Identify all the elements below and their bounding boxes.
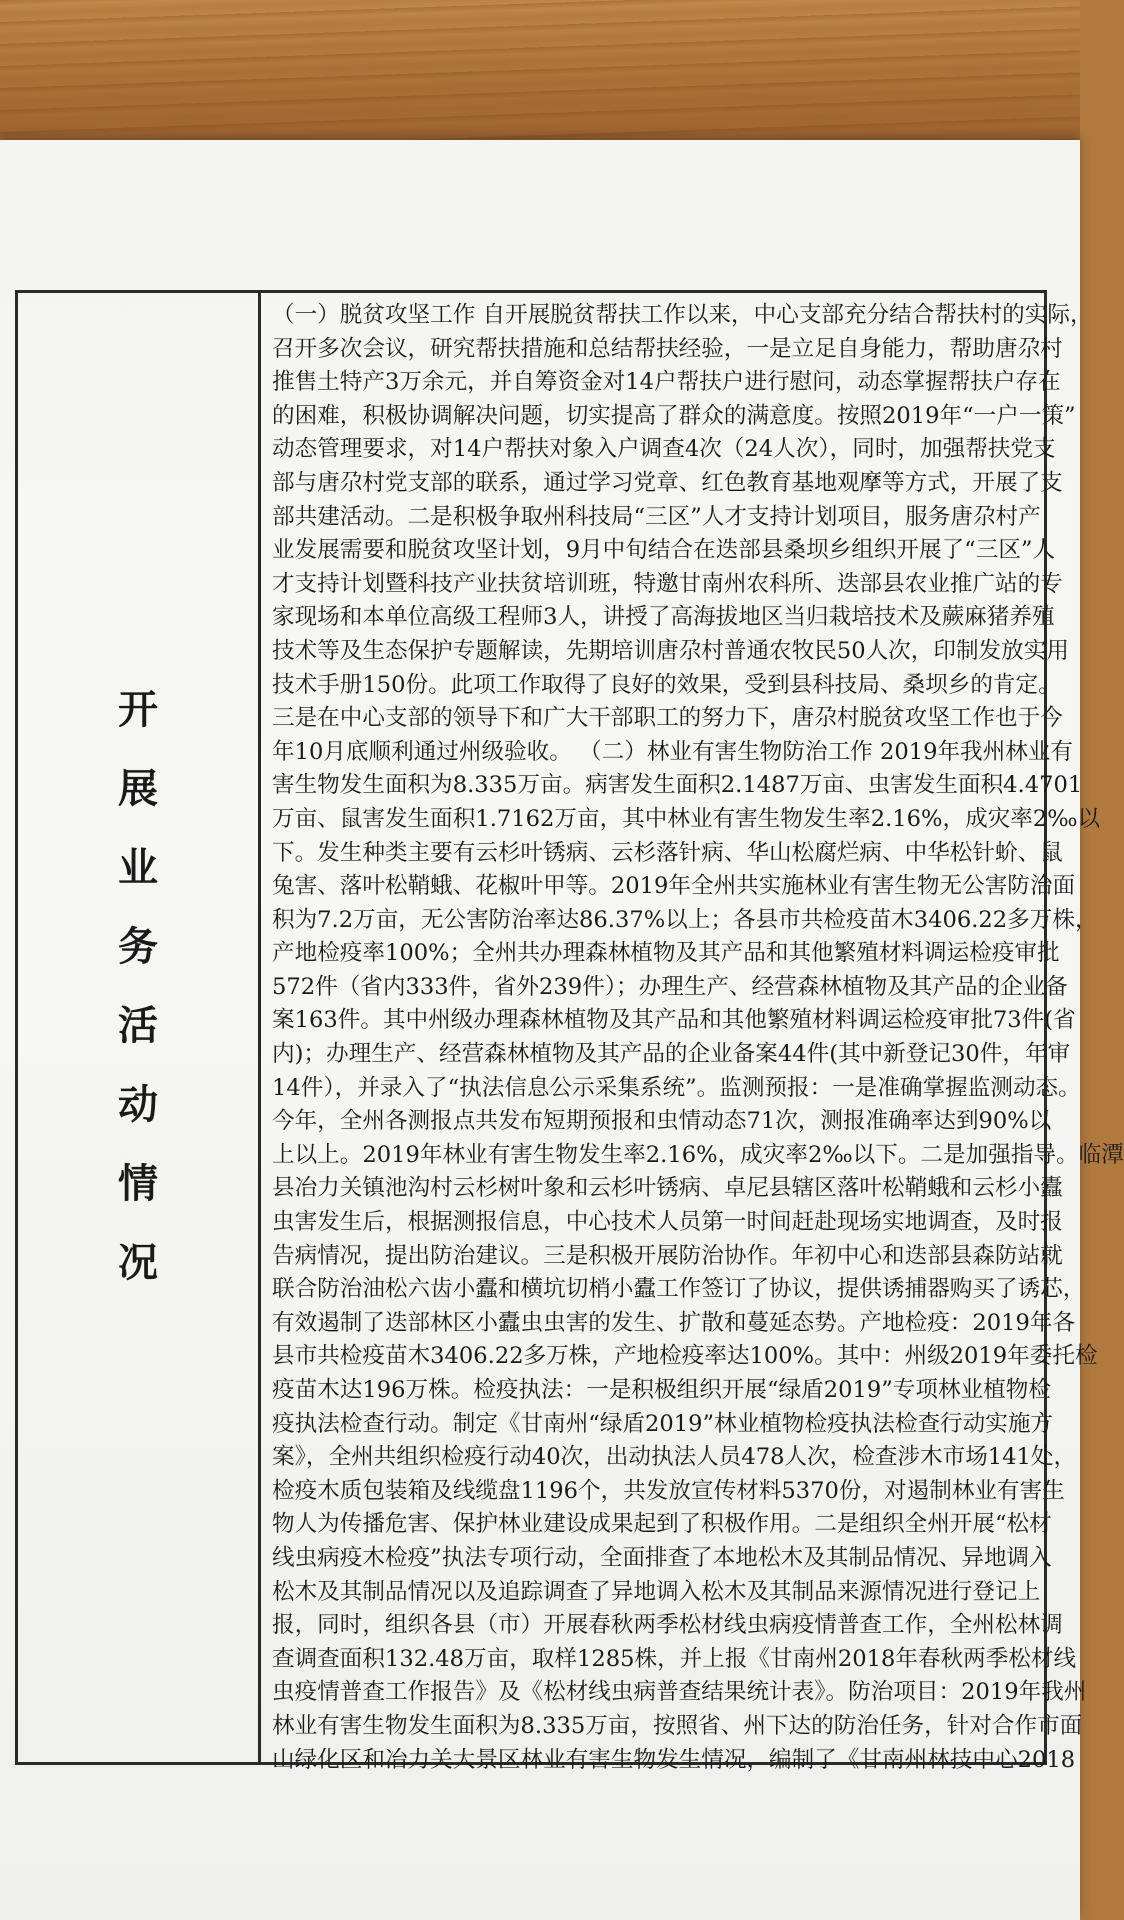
- text-line: 积为7.2万亩，无公害防治率达86.37%以上；各县市共检疫苗木3406.22多万株，: [272, 906, 1098, 933]
- text-line: 今年，全州各测报点共发布短期预报和虫情动态71次，测报准确率达到90%以: [272, 1108, 1052, 1135]
- text-line: 技术手册150份。此项工作取得了良好的效果，受到县科技局、桑坝乡的肯定。: [272, 671, 1061, 698]
- text-line: 报，同时，组织各县（市）开展春秋两季松材线虫病疫情普查工作，全州松林调: [272, 1612, 1063, 1639]
- text-line: 虫疫情普查工作报告》及《松材线虫病普查结果统计表》。防治项目：2019年我州: [272, 1679, 1087, 1706]
- text-line: 572件（省内333件，省外239件）；办理生产、经营森林植物及其产品的企业备: [272, 973, 1068, 1000]
- text-line: 的困难，积极协调解决问题，切实提高了群众的满意度。按照2019年“一户一策”: [272, 402, 1076, 429]
- section-label-cell: [18, 293, 258, 1762]
- text-line: 虫害发生后，根据测报信息，中心技术人员第一时间赶赴现场实地调查，及时报: [272, 1209, 1063, 1236]
- text-line: 林业有害生物发生面积为8.335万亩，按照省、州下达的防治任务，针对合作市面: [272, 1712, 1083, 1739]
- text-line: 内)；办理生产、经营森林植物及其产品的企业备案44件(其中新登记30件，年审: [272, 1041, 1071, 1068]
- text-line: （一）脱贫攻坚工作 自开展脱贫帮扶工作以来，中心支部充分结合帮扶村的实际，: [272, 302, 1093, 328]
- text-line: 查调查面积132.48万亩，取样1285株，并上报《甘南州2018年春秋两季松材线: [272, 1645, 1077, 1672]
- section-label: [118, 678, 158, 1288]
- text-line: 动态管理要求，对14户帮扶对象入户调查4次（24人次），同时，加强帮扶党支: [272, 436, 1056, 463]
- text-line: 技术等及生态保护专题解读，先期培训唐尕村普通农牧民50人次，印制发放实用: [272, 637, 1069, 664]
- text-line: 召开多次会议，研究帮扶措施和总结帮扶经验，一是立足自身能力，帮助唐尕村: [272, 335, 1063, 362]
- text-line: 业发展需要和脱贫攻坚计划，9月中旬结合在迭部县桑坝乡组织开展了“三区”人: [272, 537, 1056, 564]
- text-line: 山绿化区和冶力关大景区林业有害生物发生情况，编制了《甘南州林技中心2018: [272, 1746, 1076, 1773]
- text-line: 案》，全州共组织检疫行动40次，出动执法人员478人次，检查涉木市场141处，: [272, 1444, 1077, 1471]
- section-label-char: 业: [118, 843, 158, 891]
- text-line: 下。发生种类主要有云杉叶锈病、云杉落针病、华山松腐烂病、中华松针蚧、鼠: [272, 839, 1063, 866]
- wooden-table-background: [0, 0, 1080, 160]
- section-label-char: 展: [118, 764, 158, 812]
- text-line: 松木及其制品情况以及追踪调查了异地调入松木及其制品来源情况进行登记上: [272, 1578, 1041, 1605]
- text-line: 14件），并录入了“执法信息公示采集系统”。监测预报：一是准确掌握监测动态。: [272, 1074, 1081, 1101]
- report-table: [15, 290, 1124, 1773]
- text-line: 物人为传播危害、保护林业建设成果起到了积极作用。二是组织全州开展“松材: [272, 1511, 1052, 1538]
- text-line: 才支持计划暨科技产业扶贫培训班，特邀甘南州农科所、迭部县农业推广站的专: [272, 570, 1063, 597]
- text-line: 联合防治油松六齿小蠹和横坑切梢小蠹工作签订了协议，提供诱捕器购买了诱芯，: [272, 1276, 1086, 1303]
- text-line: 县市共检疫苗木3406.22多万株，产地检疫率达100%。其中：州级2019年委托检: [272, 1343, 1098, 1370]
- text-line: 告病情况，提出防治建议。三是积极开展防治协作。年初中心和迭部县森防站就: [272, 1242, 1063, 1269]
- text-line: 县冶力关镇池沟村云杉树叶象和云杉叶锈病、卓尼县辖区落叶松鞘蛾和云杉小蠹: [272, 1175, 1063, 1202]
- text-line: 疫苗木达196万株。检疫执法：一是积极组织开展“绿盾2019”专项林业植物检: [272, 1377, 1051, 1403]
- section-label-char: 情: [118, 1159, 158, 1207]
- section-label-char: 动: [118, 1080, 158, 1128]
- text-line: 案163件。其中州级办理森林植物及其产品和其他繁殖材料调运检疫审批73件(省: [272, 1007, 1076, 1034]
- text-line: 三是在中心支部的领导下和广大干部职工的努力下，唐尕村脱贫攻坚工作也于今: [272, 705, 1063, 732]
- text-line: 年10月底顺利通过州级验收。 （二）林业有害生物防治工作 2019年我州林业有: [272, 738, 1074, 765]
- text-line: 害生物发生面积为8.335万亩。病害发生面积2.1487万亩、虫害发生面积4.4701: [272, 772, 1083, 799]
- text-line: 推售土特产3万余元，并自筹资金对14户帮扶户进行慰问，动态掌握帮扶户存在: [272, 369, 1061, 396]
- section-label-char: 开: [118, 685, 158, 733]
- text-line: 家现场和本单位高级工程师3人，讲授了高海拔地区当归栽培技术及蕨麻猪养殖: [272, 604, 1055, 631]
- text-line: 万亩、鼠害发生面积1.7162万亩，其中林业有害生物发生率2.16%，成灾率2‰以: [272, 805, 1101, 832]
- text-line: 疫执法检查行动。制定《甘南州“绿盾2019”林业植物检疫执法检查行动实施方: [272, 1410, 1054, 1437]
- section-label-char: 活: [118, 1001, 158, 1049]
- text-line: 部共建活动。二是积极争取州科技局“三区”人才支持计划项目，服务唐尕村产: [272, 503, 1041, 530]
- section-label-char: 况: [118, 1238, 158, 1286]
- text-line: 上以上。2019年林业有害生物发生率2.16%，成灾率2‰以下。二是加强指导。临潭: [272, 1141, 1124, 1168]
- report-body-text: [272, 299, 1124, 1777]
- section-label-char: 务: [118, 922, 158, 970]
- text-line: 线虫病疫木检疫”执法专项行动，全面排查了本地松木及其制品情况、异地调入: [272, 1544, 1052, 1571]
- text-line: 检疫木质包装箱及线缆盘1196个，共发放宣传材料5370份，对遏制林业有害生: [272, 1477, 1065, 1504]
- table-column-divider: [258, 293, 261, 1762]
- text-line: 产地检疫率100%；全州共办理森林植物及其产品和其他繁殖材料调运检疫审批: [272, 940, 1060, 967]
- text-line: 部与唐尕村党支部的联系，通过学习党章、红色教育基地观摩等方式，开展了支: [272, 469, 1063, 496]
- text-line: 有效遏制了迭部林区小蠹虫虫害的发生、扩散和蔓延态势。产地检疫：2019年各: [272, 1309, 1076, 1336]
- text-line: 兔害、落叶松鞘蛾、花椒叶甲等。2019年全州共实施林业有害生物无公害防治面: [272, 873, 1076, 900]
